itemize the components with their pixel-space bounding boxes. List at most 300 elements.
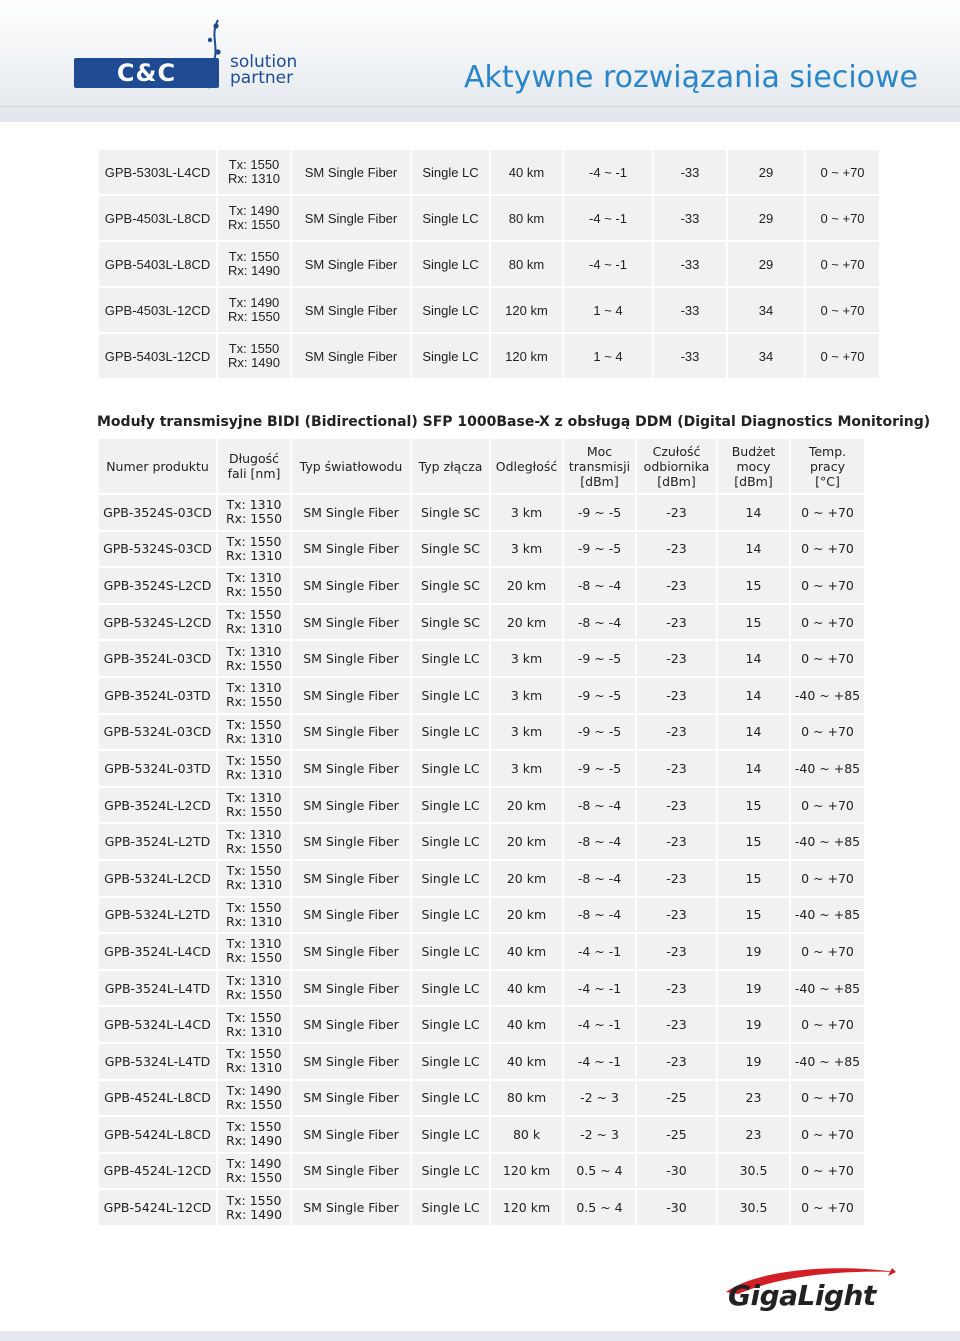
logo-swoosh-icon [196,18,230,90]
cell-rx-sensitivity: -23 [637,568,716,603]
cell-wavelength [218,242,290,286]
cell-wavelength [218,1007,290,1042]
section-title: Moduły transmisyjne BIDI (Bidirectional) SFP 1000Base-X z obsługą DDM (Digital Diagnostics Monitoring) [97,414,931,430]
cell-product-number: GPB-5324L-L4TD [99,1044,216,1079]
cell-distance: 3 km [491,678,562,713]
solution-line: solution [230,52,298,72]
cell-fiber-type: SM Single Fiber [292,196,410,240]
cell-connector-type: Single LC [412,242,489,286]
cell-wavelength [218,1190,290,1225]
cell-connector-type: Single LC [412,1190,489,1225]
cell-connector-type: Single LC [412,861,489,896]
header-operating-temp [791,439,864,493]
cell-power-budget: 19 [718,971,789,1006]
cell-operating-temp: 0 ~ +70 [791,605,864,640]
cell-product-number: GPB-5324S-L2CD [99,605,216,640]
cell-wavelength [218,605,290,640]
table-row [99,788,864,823]
cell-product-number: GPB-5324L-L2CD [99,861,216,896]
cell-distance: 3 km [491,751,562,786]
cell-product-number: GPB-4503L-L8CD [99,196,216,240]
cell-fiber-type: SM Single Fiber [292,1190,410,1225]
cell-operating-temp: 0 ~ +70 [806,334,879,378]
cell-distance: 120 km [491,1190,562,1225]
cell-wavelength [218,861,290,896]
cell-product-number: GPB-5303L-L4CD [99,150,216,194]
cell-power-budget: 15 [718,898,789,933]
cell-wavelength [218,751,290,786]
cell-operating-temp: -40 ~ +85 [791,824,864,859]
cell-operating-temp: 0 ~ +70 [791,495,864,530]
table-row [99,150,879,194]
cell-distance: 3 km [491,715,562,750]
cell-tx-power: -4 ~ -1 [564,934,635,969]
cell-product-number: GPB-4524L-L8CD [99,1081,216,1116]
cell-wavelength-line: Tx: 1550 [226,607,282,623]
cell-fiber-type: SM Single Fiber [292,715,410,750]
cell-power-budget: 15 [718,568,789,603]
cell-fiber-type: SM Single Fiber [292,150,410,194]
cell-tx-power: -8 ~ -4 [564,605,635,640]
header-fiber-type-line: Typ światłowodu [299,458,403,474]
cell-rx-sensitivity: -23 [637,898,716,933]
table-row [99,678,864,713]
cell-wavelength-line: Rx: 1550 [225,1096,283,1112]
cell-wavelength [218,1154,290,1189]
cell-operating-temp: -40 ~ +85 [791,971,864,1006]
cell-power-budget: 14 [718,751,789,786]
cell-tx-power: -9 ~ -5 [564,751,635,786]
cell-wavelength-line: Rx: 1310 [225,913,283,929]
cell-operating-temp: 0 ~ +70 [791,1081,864,1116]
cell-product-number: GPB-5424L-12CD [99,1190,216,1225]
cell-distance: 120 km [491,334,562,378]
cell-fiber-type: SM Single Fiber [292,605,410,640]
cell-connector-type: Single SC [412,532,489,567]
cell-wavelength-line: Rx: 1550 [225,657,283,673]
cell-rx-sensitivity: -23 [637,495,716,530]
cell-connector-type: Single LC [412,751,489,786]
cell-distance: 3 km [491,641,562,676]
cell-tx-power: -8 ~ -4 [564,898,635,933]
cell-rx-sensitivity: -33 [654,288,726,332]
header-wavelength [218,439,290,493]
table-row [99,196,879,240]
cell-wavelength-line: Tx: 1550 [228,157,280,172]
cell-wavelength [218,334,290,378]
cell-connector-type: Single SC [412,568,489,603]
header-wavelength-line: fali [nm] [227,466,281,481]
cell-rx-sensitivity: -23 [637,532,716,567]
header-power-budget-line: mocy [736,458,771,474]
cell-operating-temp: -40 ~ +85 [791,751,864,786]
cell-connector-type: Single LC [412,788,489,823]
cell-distance: 40 km [491,1044,562,1079]
cell-rx-sensitivity: -30 [637,1190,716,1225]
table-row [99,715,864,750]
cell-rx-sensitivity: -23 [637,861,716,896]
cell-wavelength-line: Rx: 1490 [227,355,281,370]
cell-rx-sensitivity: -23 [637,934,716,969]
cell-product-number: GPB-3524L-03CD [99,641,216,676]
cell-tx-power: -9 ~ -5 [564,715,635,750]
cell-wavelength-line: Tx: 1310 [226,680,282,696]
cell-wavelength [218,196,290,240]
cell-connector-type: Single LC [412,715,489,750]
cell-power-budget: 14 [718,715,789,750]
cell-product-number: GPB-5324L-L4CD [99,1007,216,1042]
header-product-number [99,439,216,493]
table-row [99,532,864,567]
header-connector-type-line: Typ złącza [418,458,483,474]
table-row [99,288,879,332]
table-bidi-sfp-modules [97,437,866,1227]
cell-fiber-type: SM Single Fiber [292,934,410,969]
cell-product-number: GPB-5324S-03CD [99,532,216,567]
cell-tx-power: -9 ~ -5 [564,532,635,567]
cell-distance: 3 km [491,495,562,530]
cell-operating-temp: -40 ~ +85 [791,678,864,713]
cell-power-budget: 19 [718,934,789,969]
cell-tx-power: -8 ~ -4 [564,824,635,859]
header-power-budget-line: Budżet [731,443,776,459]
cell-connector-type: Single LC [412,898,489,933]
header-tx-power [564,439,635,493]
cell-wavelength-line: Rx: 1490 [227,263,281,278]
cell-power-budget: 23 [718,1081,789,1116]
cell-power-budget: 30.5 [718,1154,789,1189]
cell-wavelength [218,824,290,859]
cell-rx-sensitivity: -30 [637,1154,716,1189]
table-row [99,1044,864,1079]
cell-wavelength-line: Tx: 1490 [226,1155,282,1171]
header-tx-power-line: Moc [586,443,613,459]
cell-rx-sensitivity: -23 [637,1044,716,1079]
cell-wavelength [218,715,290,750]
cell-wavelength-line: Rx: 1310 [225,1023,283,1039]
cell-wavelength-line: Rx: 1550 [225,511,283,527]
cell-rx-sensitivity: -25 [637,1081,716,1116]
cell-product-number: GPB-3524S-03CD [99,495,216,530]
cell-wavelength [218,934,290,969]
cell-fiber-type: SM Single Fiber [292,1154,410,1189]
cell-rx-sensitivity: -23 [637,1007,716,1042]
table-row [99,1117,864,1152]
header-power-budget [718,439,789,493]
table-row [99,568,864,603]
cell-tx-power: -8 ~ -4 [564,861,635,896]
cell-connector-type: Single LC [412,824,489,859]
table-row [99,934,864,969]
cell-product-number: GPB-3524L-L4CD [99,934,216,969]
table1-body [99,150,879,378]
cell-rx-sensitivity: -23 [637,641,716,676]
header-distance [491,439,562,493]
table-row [99,495,864,530]
cell-product-number: GPB-5424L-L8CD [99,1117,216,1152]
cell-fiber-type: SM Single Fiber [292,242,410,286]
cell-connector-type: Single LC [412,1117,489,1152]
cell-operating-temp: 0 ~ +70 [791,532,864,567]
cell-wavelength-line: Tx: 1550 [226,1009,282,1025]
header-operating-temp-line: pracy [809,458,845,474]
table-row [99,641,864,676]
cell-distance: 3 km [491,532,562,567]
header-power-budget-line: [dBm] [734,473,773,489]
cell-tx-power: -9 ~ -5 [564,641,635,676]
cell-power-budget: 34 [728,334,804,378]
cell-distance: 80 km [491,1081,562,1116]
cell-distance: 40 km [491,150,562,194]
cell-wavelength-line: Tx: 1310 [226,790,282,806]
header-operating-temp-line: [°C] [815,473,840,489]
cell-wavelength-line: Rx: 1550 [225,584,283,600]
cell-fiber-type: SM Single Fiber [292,334,410,378]
cell-operating-temp: 0 ~ +70 [791,1190,864,1225]
cell-wavelength-line: Rx: 1310 [225,767,283,783]
header-operating-temp-line: Temp. [808,443,847,459]
cell-wavelength [218,568,290,603]
cell-distance: 40 km [491,934,562,969]
table-row [99,898,864,933]
table-row [99,242,879,286]
table-row [99,334,879,378]
cell-operating-temp: 0 ~ +70 [806,150,879,194]
table-row [99,861,864,896]
cell-tx-power: -2 ~ 3 [564,1117,635,1152]
cell-power-budget: 14 [718,678,789,713]
cell-operating-temp: 0 ~ +70 [791,641,864,676]
cell-distance: 20 km [491,568,562,603]
cell-tx-power: -4 ~ -1 [564,196,652,240]
cell-tx-power: -8 ~ -4 [564,568,635,603]
cell-rx-sensitivity: -23 [637,824,716,859]
cell-fiber-type: SM Single Fiber [292,788,410,823]
cell-power-budget: 14 [718,532,789,567]
cell-power-budget: 14 [718,641,789,676]
cell-distance: 20 km [491,788,562,823]
cell-tx-power: -9 ~ -5 [564,678,635,713]
cell-rx-sensitivity: -23 [637,751,716,786]
cell-product-number: GPB-5403L-L8CD [99,242,216,286]
cell-tx-power: -4 ~ -1 [564,150,652,194]
cell-wavelength [218,788,290,823]
header-tx-power-line: [dBm] [580,473,619,489]
cell-power-budget: 34 [728,288,804,332]
cell-operating-temp: 0 ~ +70 [791,934,864,969]
cell-fiber-type: SM Single Fiber [292,641,410,676]
cell-connector-type: Single LC [412,678,489,713]
cell-power-budget: 15 [718,605,789,640]
cell-connector-type: Single LC [412,641,489,676]
cell-fiber-type: SM Single Fiber [292,1117,410,1152]
cell-wavelength-line: Tx: 1310 [226,497,282,513]
cell-fiber-type: SM Single Fiber [292,824,410,859]
cell-wavelength-line: Rx: 1310 [225,1060,283,1076]
cell-distance: 80 km [491,242,562,286]
cell-rx-sensitivity: -23 [637,605,716,640]
cell-product-number: GPB-3524L-L2TD [99,824,216,859]
header-product-number-line: Numer produktu [106,458,209,474]
cell-rx-sensitivity: -33 [654,242,726,286]
cell-wavelength-line: Tx: 1310 [226,936,282,952]
cell-distance: 40 km [491,971,562,1006]
cell-distance: 120 km [491,288,562,332]
cell-fiber-type: SM Single Fiber [292,532,410,567]
cell-operating-temp: 0 ~ +70 [791,788,864,823]
cell-tx-power: -4 ~ -1 [564,1007,635,1042]
cell-operating-temp: 0 ~ +70 [791,1007,864,1042]
gigalight-logo-text: GigaLight [728,1279,876,1312]
table-row [99,605,864,640]
table2-header-row [99,439,864,493]
cell-tx-power: -2 ~ 3 [564,1081,635,1116]
cell-tx-power: 0.5 ~ 4 [564,1154,635,1189]
header-rx-sensitivity-line: odbiornika [643,458,710,474]
cell-wavelength-line: Tx: 1490 [228,295,280,310]
header-rx-sensitivity-line: [dBm] [657,473,696,489]
cell-distance: 20 km [491,824,562,859]
cc-logo-text: C&C [116,59,177,87]
cell-connector-type: Single LC [412,971,489,1006]
cell-fiber-type: SM Single Fiber [292,898,410,933]
cell-tx-power: -8 ~ -4 [564,788,635,823]
cell-distance: 120 km [491,1154,562,1189]
cell-product-number: GPB-5403L-12CD [99,334,216,378]
table-row [99,751,864,786]
cell-wavelength-line: Rx: 1490 [225,1133,283,1149]
cell-wavelength-line: Rx: 1310 [225,877,283,893]
cell-connector-type: Single LC [412,334,489,378]
cell-connector-type: Single LC [412,1044,489,1079]
cell-connector-type: Single SC [412,495,489,530]
cell-wavelength [218,1081,290,1116]
header-rx-sensitivity [637,439,716,493]
cell-power-budget: 29 [728,242,804,286]
table2-body [99,495,864,1225]
partner-line: partner [230,68,294,88]
table-row [99,971,864,1006]
cell-product-number: GPB-3524L-03TD [99,678,216,713]
solution-partner-text [230,54,297,86]
cell-product-number: GPB-5324L-03TD [99,751,216,786]
header-distance-line: Odległość [495,458,558,474]
cell-operating-temp: 0 ~ +70 [791,1154,864,1189]
cell-wavelength-line: Tx: 1310 [226,826,282,842]
cell-wavelength-line: Tx: 1550 [226,1046,282,1062]
table-row [99,1154,864,1189]
table-row [99,1081,864,1116]
cell-wavelength-line: Rx: 1550 [225,804,283,820]
cell-wavelength [218,495,290,530]
cell-connector-type: Single LC [412,1007,489,1042]
cell-fiber-type: SM Single Fiber [292,495,410,530]
cell-rx-sensitivity: -25 [637,1117,716,1152]
cell-distance: 40 km [491,1007,562,1042]
cell-wavelength-line: Tx: 1550 [228,249,280,264]
cell-operating-temp: 0 ~ +70 [806,288,879,332]
cell-connector-type: Single SC [412,605,489,640]
cell-wavelength-line: Tx: 1310 [226,973,282,989]
header-divider [0,106,960,107]
cell-tx-power: -9 ~ -5 [564,495,635,530]
cell-tx-power: -4 ~ -1 [564,242,652,286]
cell-wavelength [218,532,290,567]
header-wavelength-line: Długość [228,451,280,466]
cell-wavelength [218,641,290,676]
cell-operating-temp: 0 ~ +70 [791,1117,864,1152]
cell-wavelength-line: Rx: 1550 [225,840,283,856]
cell-distance: 20 km [491,898,562,933]
page-title: Aktywne rozwiązania sieciowe [464,60,918,95]
cell-operating-temp: 0 ~ +70 [791,568,864,603]
cell-power-budget: 15 [718,824,789,859]
cell-tx-power: 1 ~ 4 [564,288,652,332]
cell-wavelength-line: Tx: 1550 [226,1119,282,1135]
cell-distance: 20 km [491,861,562,896]
cell-product-number: GPB-3524S-L2CD [99,568,216,603]
cell-wavelength-line: Rx: 1490 [225,1206,283,1222]
cell-rx-sensitivity: -33 [654,196,726,240]
cell-fiber-type: SM Single Fiber [292,971,410,1006]
cell-product-number: GPB-3524L-L4TD [99,971,216,1006]
header-connector-type [412,439,489,493]
cell-power-budget: 29 [728,150,804,194]
cell-product-number: GPB-3524L-L2CD [99,788,216,823]
cell-wavelength-line: Tx: 1550 [226,753,282,769]
cell-wavelength-line: Tx: 1550 [226,1192,282,1208]
footer-band [0,1331,960,1341]
cell-rx-sensitivity: -23 [637,678,716,713]
cell-wavelength-line: Tx: 1550 [226,533,282,549]
cell-operating-temp: 0 ~ +70 [806,242,879,286]
cell-rx-sensitivity: -23 [637,971,716,1006]
cell-product-number: GPB-5324L-03CD [99,715,216,750]
header-fiber-type [292,439,410,493]
cell-wavelength-line: Tx: 1550 [226,716,282,732]
cell-connector-type: Single LC [412,150,489,194]
cell-power-budget: 15 [718,861,789,896]
cell-connector-type: Single LC [412,1081,489,1116]
cell-tx-power: 0.5 ~ 4 [564,1190,635,1225]
cell-distance: 20 km [491,605,562,640]
cell-wavelength-line: Rx: 1550 [227,309,281,324]
table-row [99,1190,864,1225]
header-tx-power-line: transmisji [568,458,631,474]
cell-connector-type: Single LC [412,934,489,969]
cell-tx-power: -4 ~ -1 [564,971,635,1006]
cell-power-budget: 19 [718,1007,789,1042]
cell-wavelength [218,288,290,332]
cell-wavelength [218,971,290,1006]
cell-wavelength-line: Rx: 1550 [225,1169,283,1185]
cell-fiber-type: SM Single Fiber [292,678,410,713]
cell-connector-type: Single LC [412,1154,489,1189]
cell-wavelength [218,1044,290,1079]
cell-rx-sensitivity: -23 [637,715,716,750]
cell-product-number: GPB-5324L-L2TD [99,898,216,933]
cell-wavelength-line: Tx: 1490 [226,1082,282,1098]
page-header [0,0,960,122]
cell-operating-temp: 0 ~ +70 [791,715,864,750]
cell-power-budget: 23 [718,1117,789,1152]
cell-wavelength [218,150,290,194]
cell-product-number: GPB-4524L-12CD [99,1154,216,1189]
cell-wavelength-line: Tx: 1550 [226,899,282,915]
cell-operating-temp: -40 ~ +85 [791,898,864,933]
cell-operating-temp: 0 ~ +70 [791,861,864,896]
cell-wavelength-line: Rx: 1550 [227,217,281,232]
